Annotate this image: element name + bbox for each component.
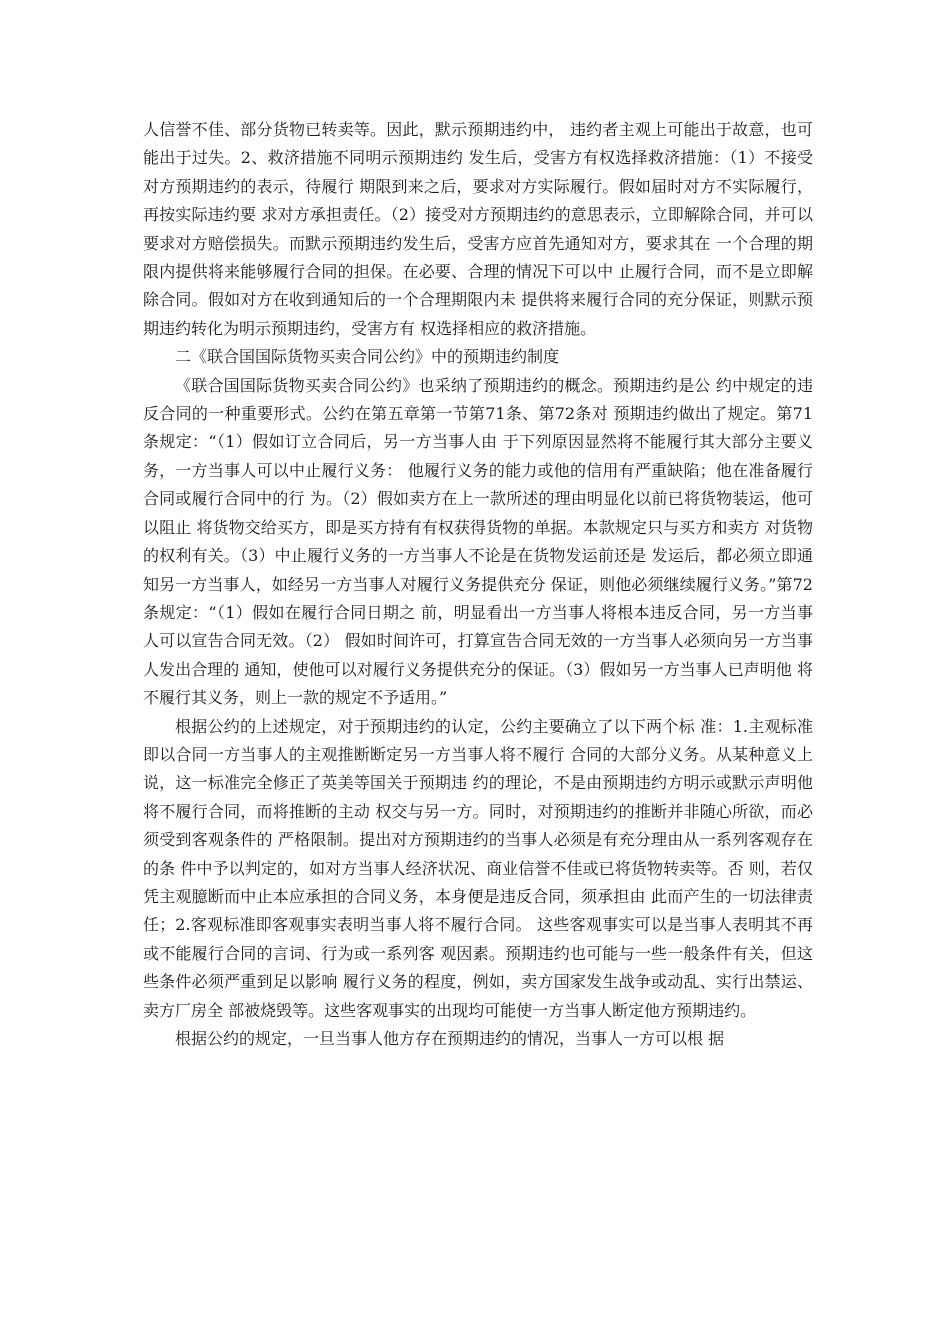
paragraph-cisg-articles: 《联合国国际货物买卖合同公约》也采纳了预期违约的概念。预期违约是公 约中规定的违反合同的一种重要形式。公约在第五章第一节第71条、第72条对 预期违约做出了规定。第71条规定：“（1）假如订立合同后，另一方当事人由 于下列原因显然将不能履行其大部分主要义务，一方当事人可以中止履行义务： 他履行义务的能力或他的信用有严重缺陷；他在准备履行合同或履行合同中的行 为。（2）假如卖方在上一款所述的理由明显化以前已将货物装运，他可以阻止 将货物交给买方，即是买方持有有权获得货物的单据。本款规定只与买方和卖方 对货物的权利有关。（3）中止履行义务的一方当事人不论是在货物发运前还是 发运后，都必须立即通知另一方当事人，如经另一方当事人对履行义务提供充分 保证，则他必须继续履行义务。”第72条规定：“（1）假如在履行合同日期之 前，明显看出一方当事人将根本违反合同，另一方当事人可以宣告合同无效。（2） 假如时间许可，打算宣告合同无效的一方当事人必须向另一方当事人发出合理的 通知，使他可以对履行义务提供充分的保证。（3）假如另一方当事人已声明他 将不履行其义务，则上一款的规定不予适用。” — [143, 375, 813, 708]
paragraph-remedies-continued: 人信誉不佳、部分货物已转卖等。因此，默示预期违约中， 违约者主观上可能出于故意，也可能出于过失。2、救济措施不同明示预期违约 发生后，受害方有权选择救济措施：（1）不接受对方预期违约的表示，待履行 期限到来之后，要求对方实际履行。假如届时对方不实际履行，再按实际违约要 求对方承担责任。（2）接受对方预期违约的意思表示，立即解除合同，并可以 要求对方赔偿损失。而默示预期违约发生后，受害方应首先通知对方，要求其在 一个合理的期限内提供将来能够履行合同的担保。在必要、合理的情况下可以中 止履行合同，而不是立即解除合同。假如对方在收到通知后的一个合理期限内未 提供将来履行合同的充分保证，则默示预期违约转化为明示预期违约，受害方有 权选择相应的救济措施。 — [143, 120, 813, 338]
section-heading-cisg: 二《联合国国际货物买卖合同公约》中的预期违约制度 — [175, 347, 560, 367]
paragraph-cisg-standards: 根据公约的上述规定，对于预期违约的认定，公约主要确立了以下两个标 准：1.主观标准即以合同一方当事人的主观推断断定另一方当事人将不履行 合同的大部分义务。从某种意义上说，这一标准完全修正了英美等国关于预期违 约的理论，不是由预期违约方明示或默示声明他将不履行合同，而将推断的主动 权交与另一方。同时，对预期违约的推断并非随心所欲，而必须受到客观条件的 严格限制。提出对方预期违约的当事人必须是有充分理由从一系列客观存在的条 件中予以判定的，如对方当事人经济状况、商业信誉不佳或已将货物转卖等。否 则，若仅凭主观臆断而中止本应承担的合同义务，本身便是违反合同，须承担由 此而产生的一切法律责任；2.客观标准即客观事实表明当事人将不履行合同。 这些客观事实可以是当事人表明其不再或不能履行合同的言词、行为或一系列客 观因素。预期违约也可能与一些一般条件有关，但这些条件必须严重到足以影响 履行义务的程度，例如，卖方国家发生战争或动乱、实行出禁运、卖方厂房全 部被烧毁等。这些客观事实的出现均可能使一方当事人断定他方预期违约。 — [143, 716, 813, 1020]
document-body — [143, 116, 813, 1053]
paragraph-cisg-remedies: 根据公约的规定，一旦当事人他方存在预期违约的情况，当事人一方可以根 据 — [175, 1029, 725, 1048]
